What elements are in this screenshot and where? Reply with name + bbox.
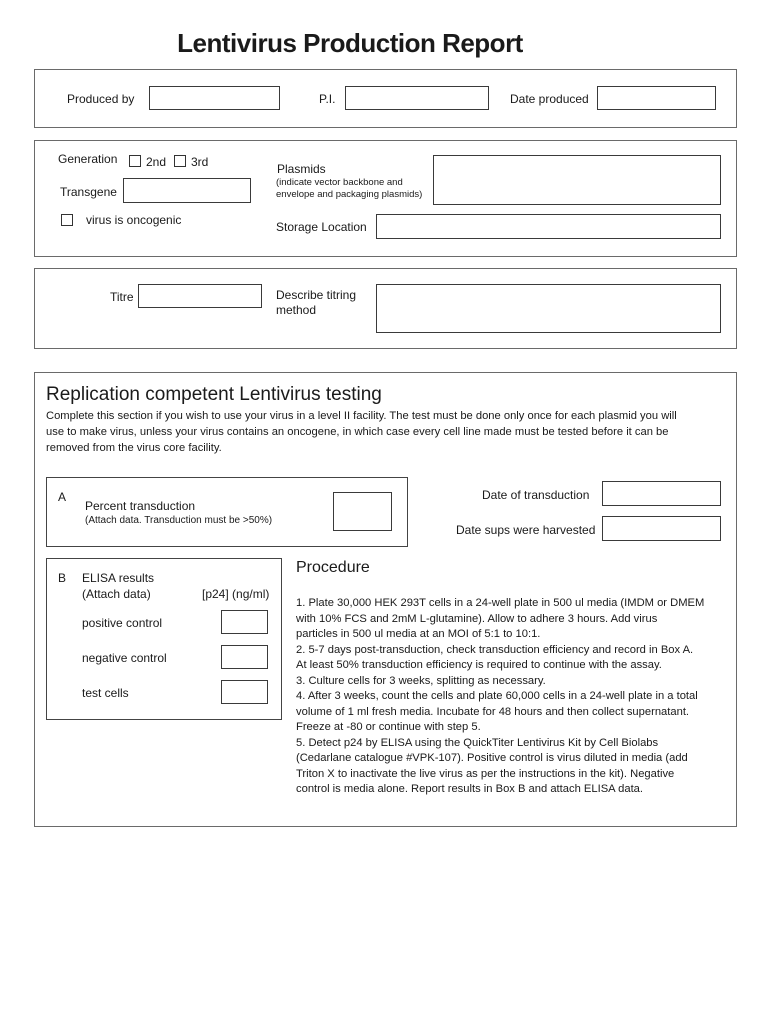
procedure-heading: Procedure — [296, 559, 370, 576]
procedure-line: 2. 5-7 days post-transduction, check transduction efficiency and record in Box A. — [296, 643, 694, 656]
titre-label: Titre — [110, 290, 134, 304]
percent-transduction-label: Percent transduction — [85, 499, 196, 513]
negative-control-field[interactable] — [221, 645, 268, 669]
procedure-steps — [296, 596, 704, 798]
transgene-field[interactable] — [123, 178, 251, 203]
titre-field[interactable] — [138, 284, 262, 308]
negative-control-label: negative control — [82, 651, 167, 665]
percent-transduction-note: (Attach data. Transduction must be >50%) — [85, 515, 273, 526]
test-cells-label: test cells — [82, 686, 129, 700]
percent-transduction-field[interactable] — [333, 492, 392, 531]
rcl-heading: Replication competent Lentivirus testing — [46, 384, 382, 405]
procedure-line: (Cedarlane catalogue #VPK-107). Positive control is virus diluted in media (add — [296, 752, 688, 764]
titring-method-label: Describe titring method — [276, 288, 357, 317]
generation-2nd-label: 2nd — [146, 155, 167, 169]
produced-by-field[interactable] — [149, 86, 280, 110]
oncogenic-label: virus is oncogenic — [86, 213, 182, 227]
generation-3rd-checkbox[interactable] — [174, 155, 186, 167]
page-title: Lentivirus Production Report — [177, 28, 523, 58]
positive-control-field[interactable] — [221, 610, 268, 634]
date-transduction-field[interactable] — [602, 481, 721, 506]
produced-by-label: Produced by — [67, 92, 135, 106]
p24-unit-label: [p24] (ng/ml) — [202, 587, 270, 601]
elisa-results-label: ELISA results — [82, 571, 155, 585]
storage-location-field[interactable] — [376, 214, 721, 239]
test-cells-field[interactable] — [221, 680, 268, 704]
box-a-letter: A — [58, 490, 67, 504]
rcl-intro-line: use to make virus, unless your virus contains an oncogene, in which case every cell line made must be tested before it can be — [46, 426, 669, 438]
procedure-line: Freeze at -80 or continue with step 5. — [296, 721, 481, 733]
procedure-line: particles in 500 ul media at an MOI of 5:1 to 10:1. — [296, 628, 541, 640]
procedure-line: 1. Plate 30,000 HEK 293T cells in a 24-well plate in 500 ul media (IMDM or DMEM — [296, 597, 705, 609]
procedure-line: with 10% FCS and 2mM L-glutamine). Allow to adhere 3 hours. Add virus — [296, 612, 658, 625]
procedure-line: At least 50% transduction efficiency is required to continue with the assay. — [296, 659, 662, 671]
storage-location-label: Storage Location — [276, 220, 367, 234]
pi-label: P.I. — [319, 92, 336, 106]
procedure-line: Triton X to inactivate the live virus as per the instructions in the kit). Negative — [296, 767, 675, 780]
rcl-intro-line: removed from the virus core facility. — [46, 442, 222, 454]
titring-method-field[interactable] — [376, 284, 721, 333]
procedure-line: 5. Detect p24 by ELISA using the QuickTiter Lentivirus Kit by Cell Biolabs — [296, 736, 659, 749]
procedure-line: 4. After 3 weeks, count the cells and plate 60,000 cells in a 24-well plate in a total — [296, 690, 698, 702]
date-produced-label: Date produced — [510, 92, 589, 106]
date-transduction-label: Date of transduction — [482, 488, 590, 502]
procedure-line: volume of 1 ml fresh media. Incubate for 48 hours and then collect supernatant. — [296, 705, 690, 718]
pi-field[interactable] — [345, 86, 489, 110]
generation-2nd-checkbox[interactable] — [129, 155, 141, 167]
rcl-intro — [46, 408, 726, 456]
date-sups-label: Date sups were harvested — [456, 523, 596, 537]
date-sups-field[interactable] — [602, 516, 721, 541]
elisa-attach-note: (Attach data) — [82, 587, 151, 601]
plasmids-field[interactable] — [433, 155, 721, 205]
box-b-letter: B — [58, 571, 67, 585]
positive-control-label: positive control — [82, 616, 163, 630]
rcl-intro-line: Complete this section if you wish to use your virus in a level II facility. The test must be done only once for each plasmid you will — [46, 410, 677, 422]
plasmids-label: Plasmids — [277, 162, 326, 176]
procedure-line: 3. Culture cells for 3 weeks, splitting as necessary. — [296, 674, 546, 687]
generation-label: Generation — [58, 152, 118, 166]
oncogenic-checkbox[interactable] — [61, 214, 73, 226]
generation-3rd-label: 3rd — [191, 155, 209, 169]
date-produced-field[interactable] — [597, 86, 716, 110]
transgene-label: Transgene — [60, 185, 117, 199]
plasmids-note: (indicate vector backbone and envelope and packaging plasmids) — [276, 177, 423, 200]
procedure-line: control is media alone. Report results in Box B and attach ELISA data. — [296, 783, 644, 795]
